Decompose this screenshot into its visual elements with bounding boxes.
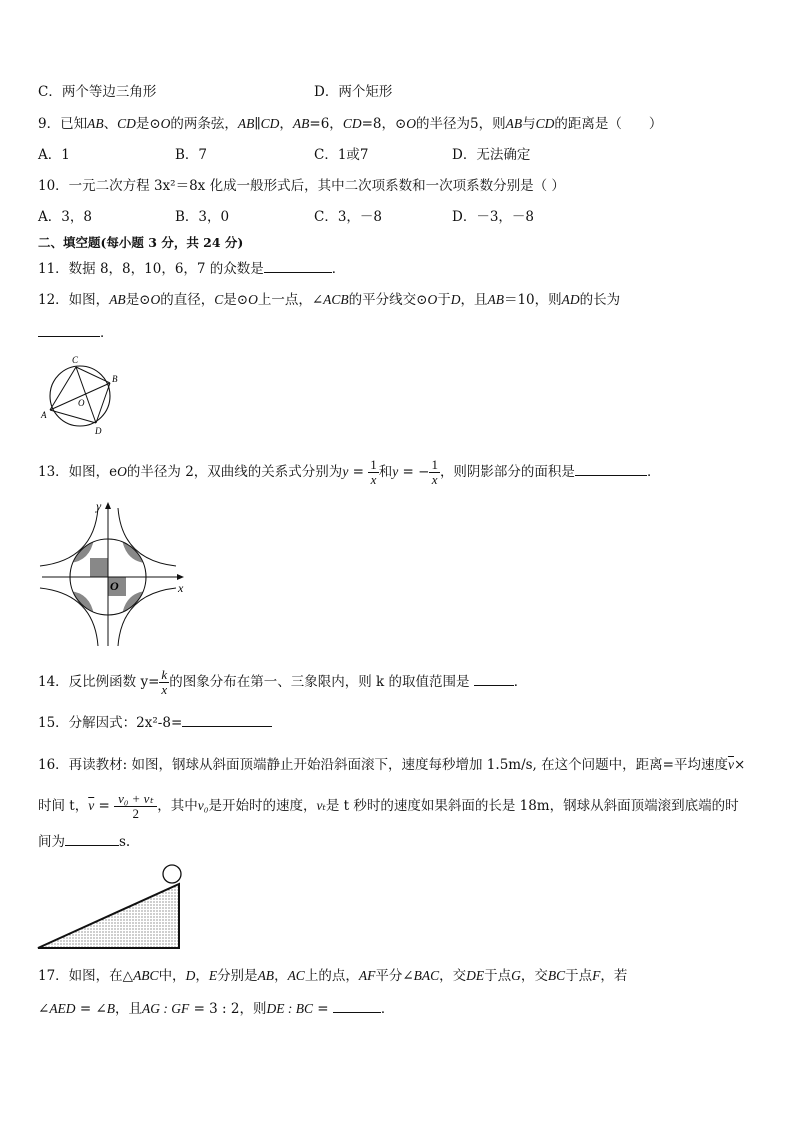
q12-label-b: B [112,374,118,384]
q15-stem: 15．分解因式：2x²-8= [38,712,272,733]
q16-line3: 间为 s. [38,831,130,852]
q9-option-d: D．无法确定 [452,147,531,163]
q12-label-o: O [78,398,85,408]
q10-option-c: C．3，－8 [314,209,383,225]
q13-label-o: O [110,579,119,593]
q8-option-c: C．两个等边三角形 [38,84,157,100]
q12-circle-figure [38,352,128,438]
q10-stem: 10．一元二次方程 3x²＝8x 化成一般形式后，其中二次项系数和一次项系数分别是（ ） [38,178,565,194]
q13-stem: 13．如图，eO的半径为 2，双曲线的关系式分别为y = $\frac{1}{x}$ 和y = − $\frac{1}{x}$ ，则阴影部分的面积是 ． [38,457,661,487]
q13-answer-blank[interactable] [575,461,647,476]
q8-option-d: D．两个矩形 [314,84,393,100]
q17-line2: ∠AED = ∠B，且AG : GF = 3 : 2，则DE : BC = ． [38,998,394,1019]
q13-label-y: y [96,499,102,513]
q12-label-c: C [72,355,79,365]
q12-stem: 12．如图，AB是⊙O的直径，C是⊙O上一点，∠ACB的平分线交⊙O于D，且AB＝10，则AD的长为 [38,292,621,308]
q10-option-a: A．3，8 [38,209,92,225]
q9-option-c: C．1或7 [314,147,369,163]
q17-answer-blank[interactable] [333,998,381,1013]
q14-fraction: $\frac{k}{x}$ [161,667,168,697]
steel-ball [163,865,181,883]
q9-stem: 9．已知AB、CD是⊙O的两条弦，AB∥CD，AB=6，CD=8，⊙O的半径为5，则AB与CD的距离是（ ） [38,116,663,132]
q16-incline-figure [36,862,188,952]
q12-answer-blank[interactable] [38,322,100,337]
q11-answer-blank[interactable] [264,258,332,273]
q13-fraction-2: $\frac{1}{x}$ [431,457,438,487]
q13-fraction-1: $\frac{1}{x}$ [370,457,377,487]
q9-option-a: A．1 [38,147,70,163]
q12-label-d: D [95,426,102,436]
q16-fraction: $\frac{\text{v₀ + vₜ}}{2}$ [114,792,157,821]
q10-option-d: D．－3，－8 [452,209,535,225]
q16-line2: 时间 t，$\overline{v}$ = $\frac{\text{v₀ + vₜ}}{2}$ ，其中v₀是开始时的速度，vₜ是 t 秒时的速度如果斜面的长是 18m，钢球从斜面顶端滚到底端的时 [38,791,739,821]
q12-label-a: A [41,410,47,420]
q11-stem: 11．数据 8，8，10，6，7 的众数是 ． [38,258,345,279]
q16-answer-blank[interactable] [65,831,119,846]
q9-option-b: B．7 [175,147,208,163]
q13-label-x: x [178,581,184,595]
q12-answer-line: ． [38,322,114,343]
q14-answer-blank[interactable] [474,671,514,686]
q10-option-b: B．3，0 [175,209,230,225]
section-heading-fill-in: 二、填空题(每小题 3 分，共 24 分) [38,235,244,250]
q15-answer-blank[interactable] [182,712,272,727]
q16-line1: 16．再读教材: 如图，钢球从斜面顶端静止开始沿斜面滚下，速度每秒增加 1.5m/s, 在这个问题中，距离=平均速度$\overline{v}\times$ [38,757,746,773]
q13-hyperbola-figure [38,498,198,650]
q17-line1: 17．如图，在△ABC中，D，E分别是AB，AC上的点，AF平分∠BAC，交DE于点G，交BC于点F，若 [38,968,628,984]
q14-stem: 14．反比例函数 y= $\frac{k}{x}$ 的图象分布在第一、三象限内，则 k 的取值范围是 ． [38,667,528,697]
